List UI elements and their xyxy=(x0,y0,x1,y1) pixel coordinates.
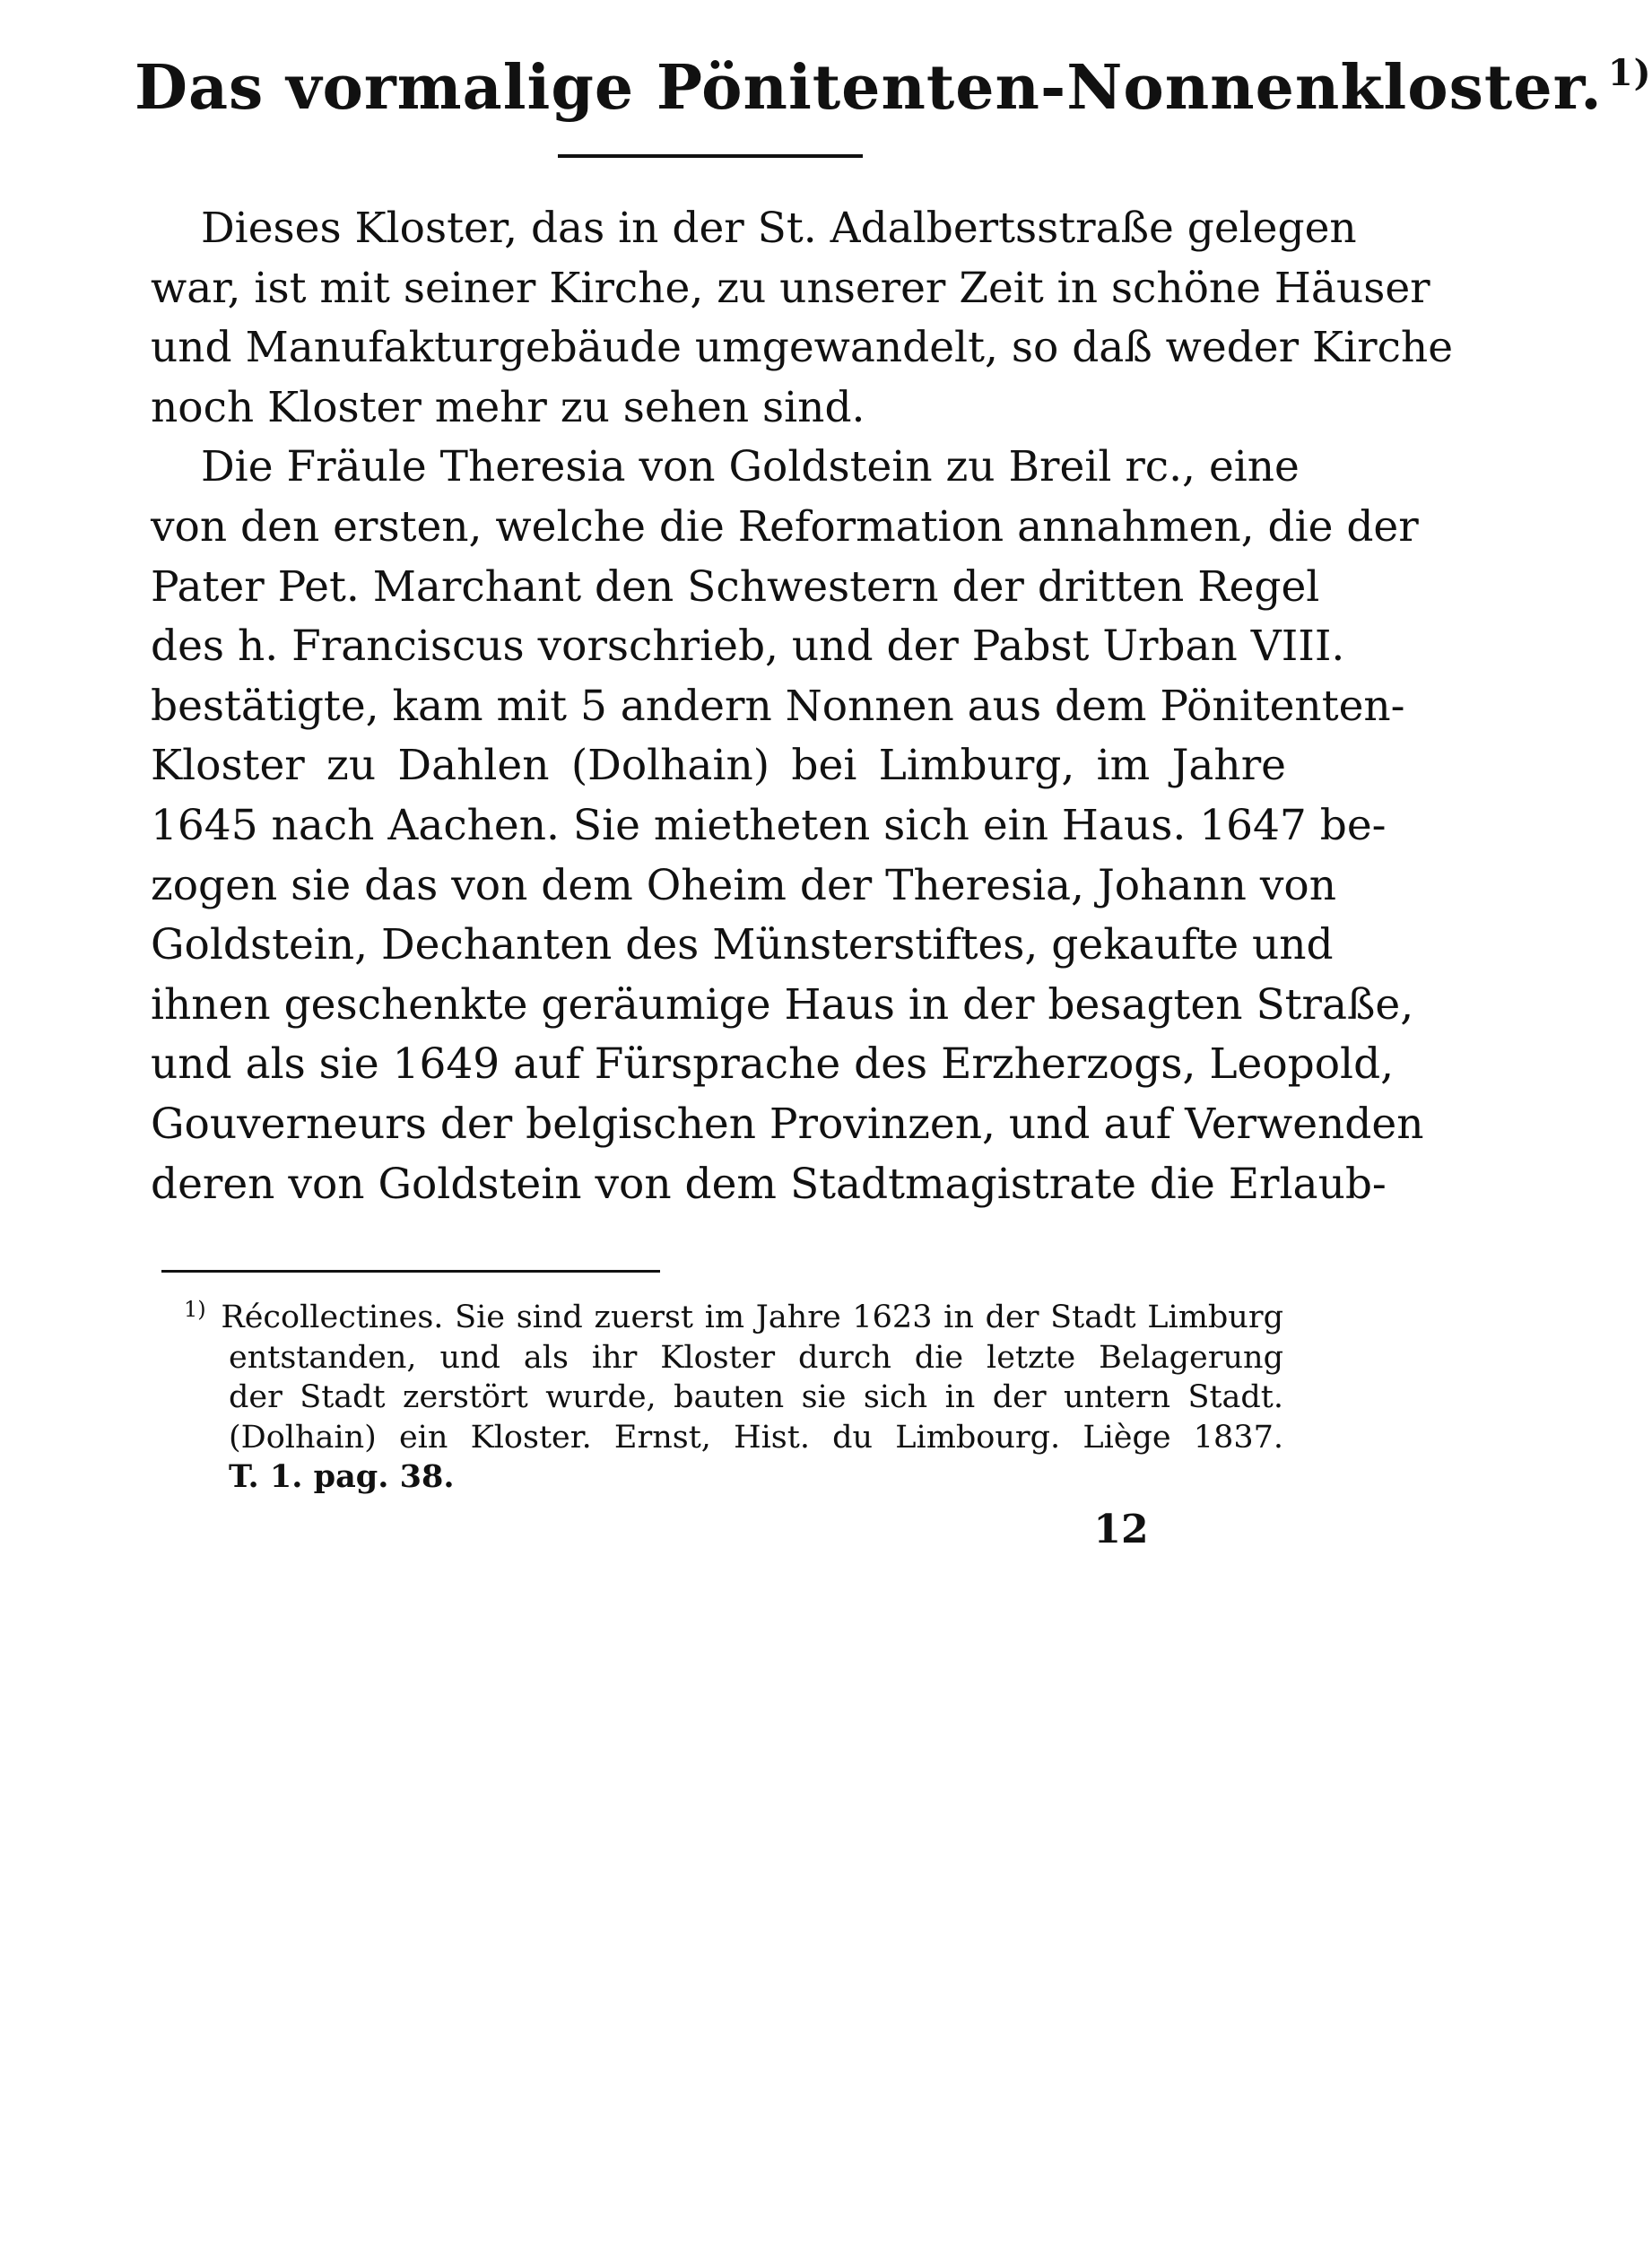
footnote-line: T. 1. pag. 38. xyxy=(229,1458,455,1495)
paragraph-line: Pater Pet. Marchant den Schwestern der dritten Regel xyxy=(151,561,1320,612)
footnote xyxy=(184,1290,1283,1498)
paragraph-line: und als sie 1649 auf Fürsprache des Erzherzogs, Leopold, xyxy=(151,1039,1395,1090)
footnote-line: der Stadt zerstört wurde, bauten sie sich in der untern Stadt. xyxy=(229,1379,1283,1415)
paragraph-line: war, ist mit seiner Kirche, zu unserer Zeit in schöne Häuser xyxy=(151,263,1430,313)
footnote-line: entstanden, und als ihr Kloster durch die letzte Belagerung xyxy=(229,1339,1283,1376)
paragraph-line: bestätigte, kam mit 5 andern Nonnen aus dem Pönitenten- xyxy=(151,681,1405,731)
page-number: 12 xyxy=(1093,1507,1149,1552)
paragraph-line: von den ersten, welche die Reformation annahmen, die der xyxy=(151,501,1419,552)
paragraph-line: noch Kloster mehr zu sehen sind. xyxy=(151,382,865,432)
paragraph-line: 1645 nach Aachen. Sie mietheten sich ein Haus. 1647 be- xyxy=(151,800,1387,850)
footnote-first-line-text: Récollectines. Sie sind zuerst im Jahre 1623 in der Stadt Limburg xyxy=(221,1300,1283,1335)
paragraph-line: Goldstein, Dechanten des Münsterstiftes, gekaufte und xyxy=(151,920,1334,970)
paragraph-line: deren von Goldstein von dem Stadtmagistrate die Erlaub- xyxy=(151,1159,1387,1209)
title-footnote-ref: 1) xyxy=(1607,52,1652,94)
title-text: Das vormalige Pönitenten-Nonnenkloster. xyxy=(135,52,1603,124)
paragraph-line: ihnen geschenkte geräumige Haus in der besagten Straße, xyxy=(151,979,1414,1030)
title-divider xyxy=(558,154,863,158)
paragraph-line: und Manufakturgebäude umgewandelt, so daß weder Kirche xyxy=(151,323,1454,373)
paragraph-line: Gouverneurs der belgischen Provinzen, und auf Verwenden xyxy=(151,1099,1424,1149)
footnote-marker: 1) xyxy=(184,1297,206,1322)
paragraph-line: Die Fräule Theresia von Goldstein zu Breil rc., eine xyxy=(201,442,1300,492)
paragraph-line: zogen sie das von dem Oheim der Theresia, Johann von xyxy=(151,860,1336,910)
paragraph-line: Kloster zu Dahlen (Dolhain) bei Limburg, im Jahre xyxy=(151,741,1286,791)
main-text xyxy=(151,199,1454,1214)
footnote-line xyxy=(184,1290,1283,1338)
footnote-divider xyxy=(161,1270,660,1273)
footnote-line: (Dolhain) ein Kloster. Ernst, Hist. du Limbourg. Liège 1837. xyxy=(229,1419,1283,1456)
paragraph-line: Dieses Kloster, das in der St. Adalbertsstraße gelegen xyxy=(201,204,1357,253)
paragraph-line: des h. Franciscus vorschrieb, und der Pabst Urban VIII. xyxy=(151,622,1345,672)
page-title xyxy=(135,52,1652,124)
